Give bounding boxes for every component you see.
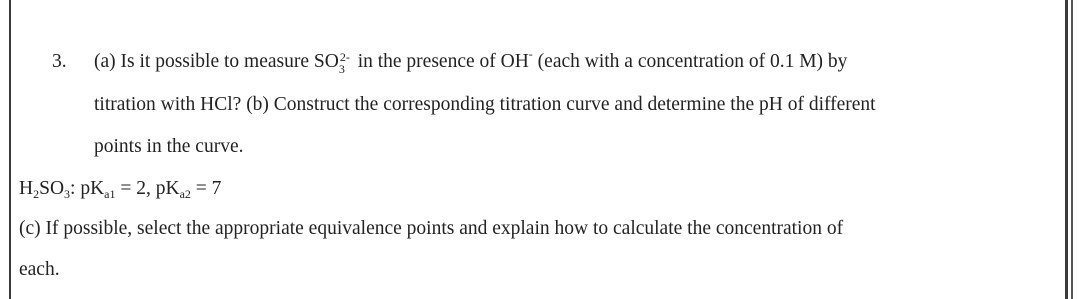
right-border-outer bbox=[1071, 0, 1073, 299]
right-border bbox=[1065, 0, 1068, 299]
acid-constants bbox=[19, 177, 221, 201]
pka2-subscript: a2 bbox=[179, 187, 191, 201]
question-line-1 bbox=[52, 47, 848, 76]
pka2-value: = 7 bbox=[190, 178, 222, 199]
question-line-2: titration with HCl? (b) Construct the corresponding titration curve and determine the pH of different bbox=[94, 94, 876, 115]
sulfite-charge bbox=[338, 50, 353, 76]
acid-so-subscript: 3 bbox=[64, 187, 71, 201]
acid-h: H bbox=[19, 178, 34, 199]
left-border bbox=[9, 0, 11, 299]
acid-h-subscript: 2 bbox=[33, 187, 40, 201]
part-a-label: (a) bbox=[94, 51, 116, 72]
pka-label-1: : pK bbox=[70, 178, 105, 199]
line1-text-b: in the presence of OH bbox=[352, 51, 529, 72]
pka1-value: = 2, pK bbox=[115, 178, 180, 199]
line1-text-a: Is it possible to measure SO bbox=[120, 51, 339, 72]
sulfite-superscript: 2- bbox=[339, 50, 350, 64]
hydroxide-superscript: - bbox=[528, 47, 533, 61]
acid-so: SO bbox=[39, 178, 65, 199]
question-number: 3. bbox=[52, 51, 67, 72]
line1-text-c: (each with a concentration of 0.1 M) by bbox=[532, 51, 848, 72]
part-c-line-1: (c) If possible, select the appropriate equivalence points and explain how to calculate the concentration of bbox=[19, 218, 844, 239]
sulfite-subscript: 3 bbox=[338, 62, 345, 76]
pka1-subscript: a1 bbox=[104, 187, 116, 201]
part-c-line-2: each. bbox=[19, 259, 60, 280]
question-line-3: points in the curve. bbox=[94, 136, 244, 157]
